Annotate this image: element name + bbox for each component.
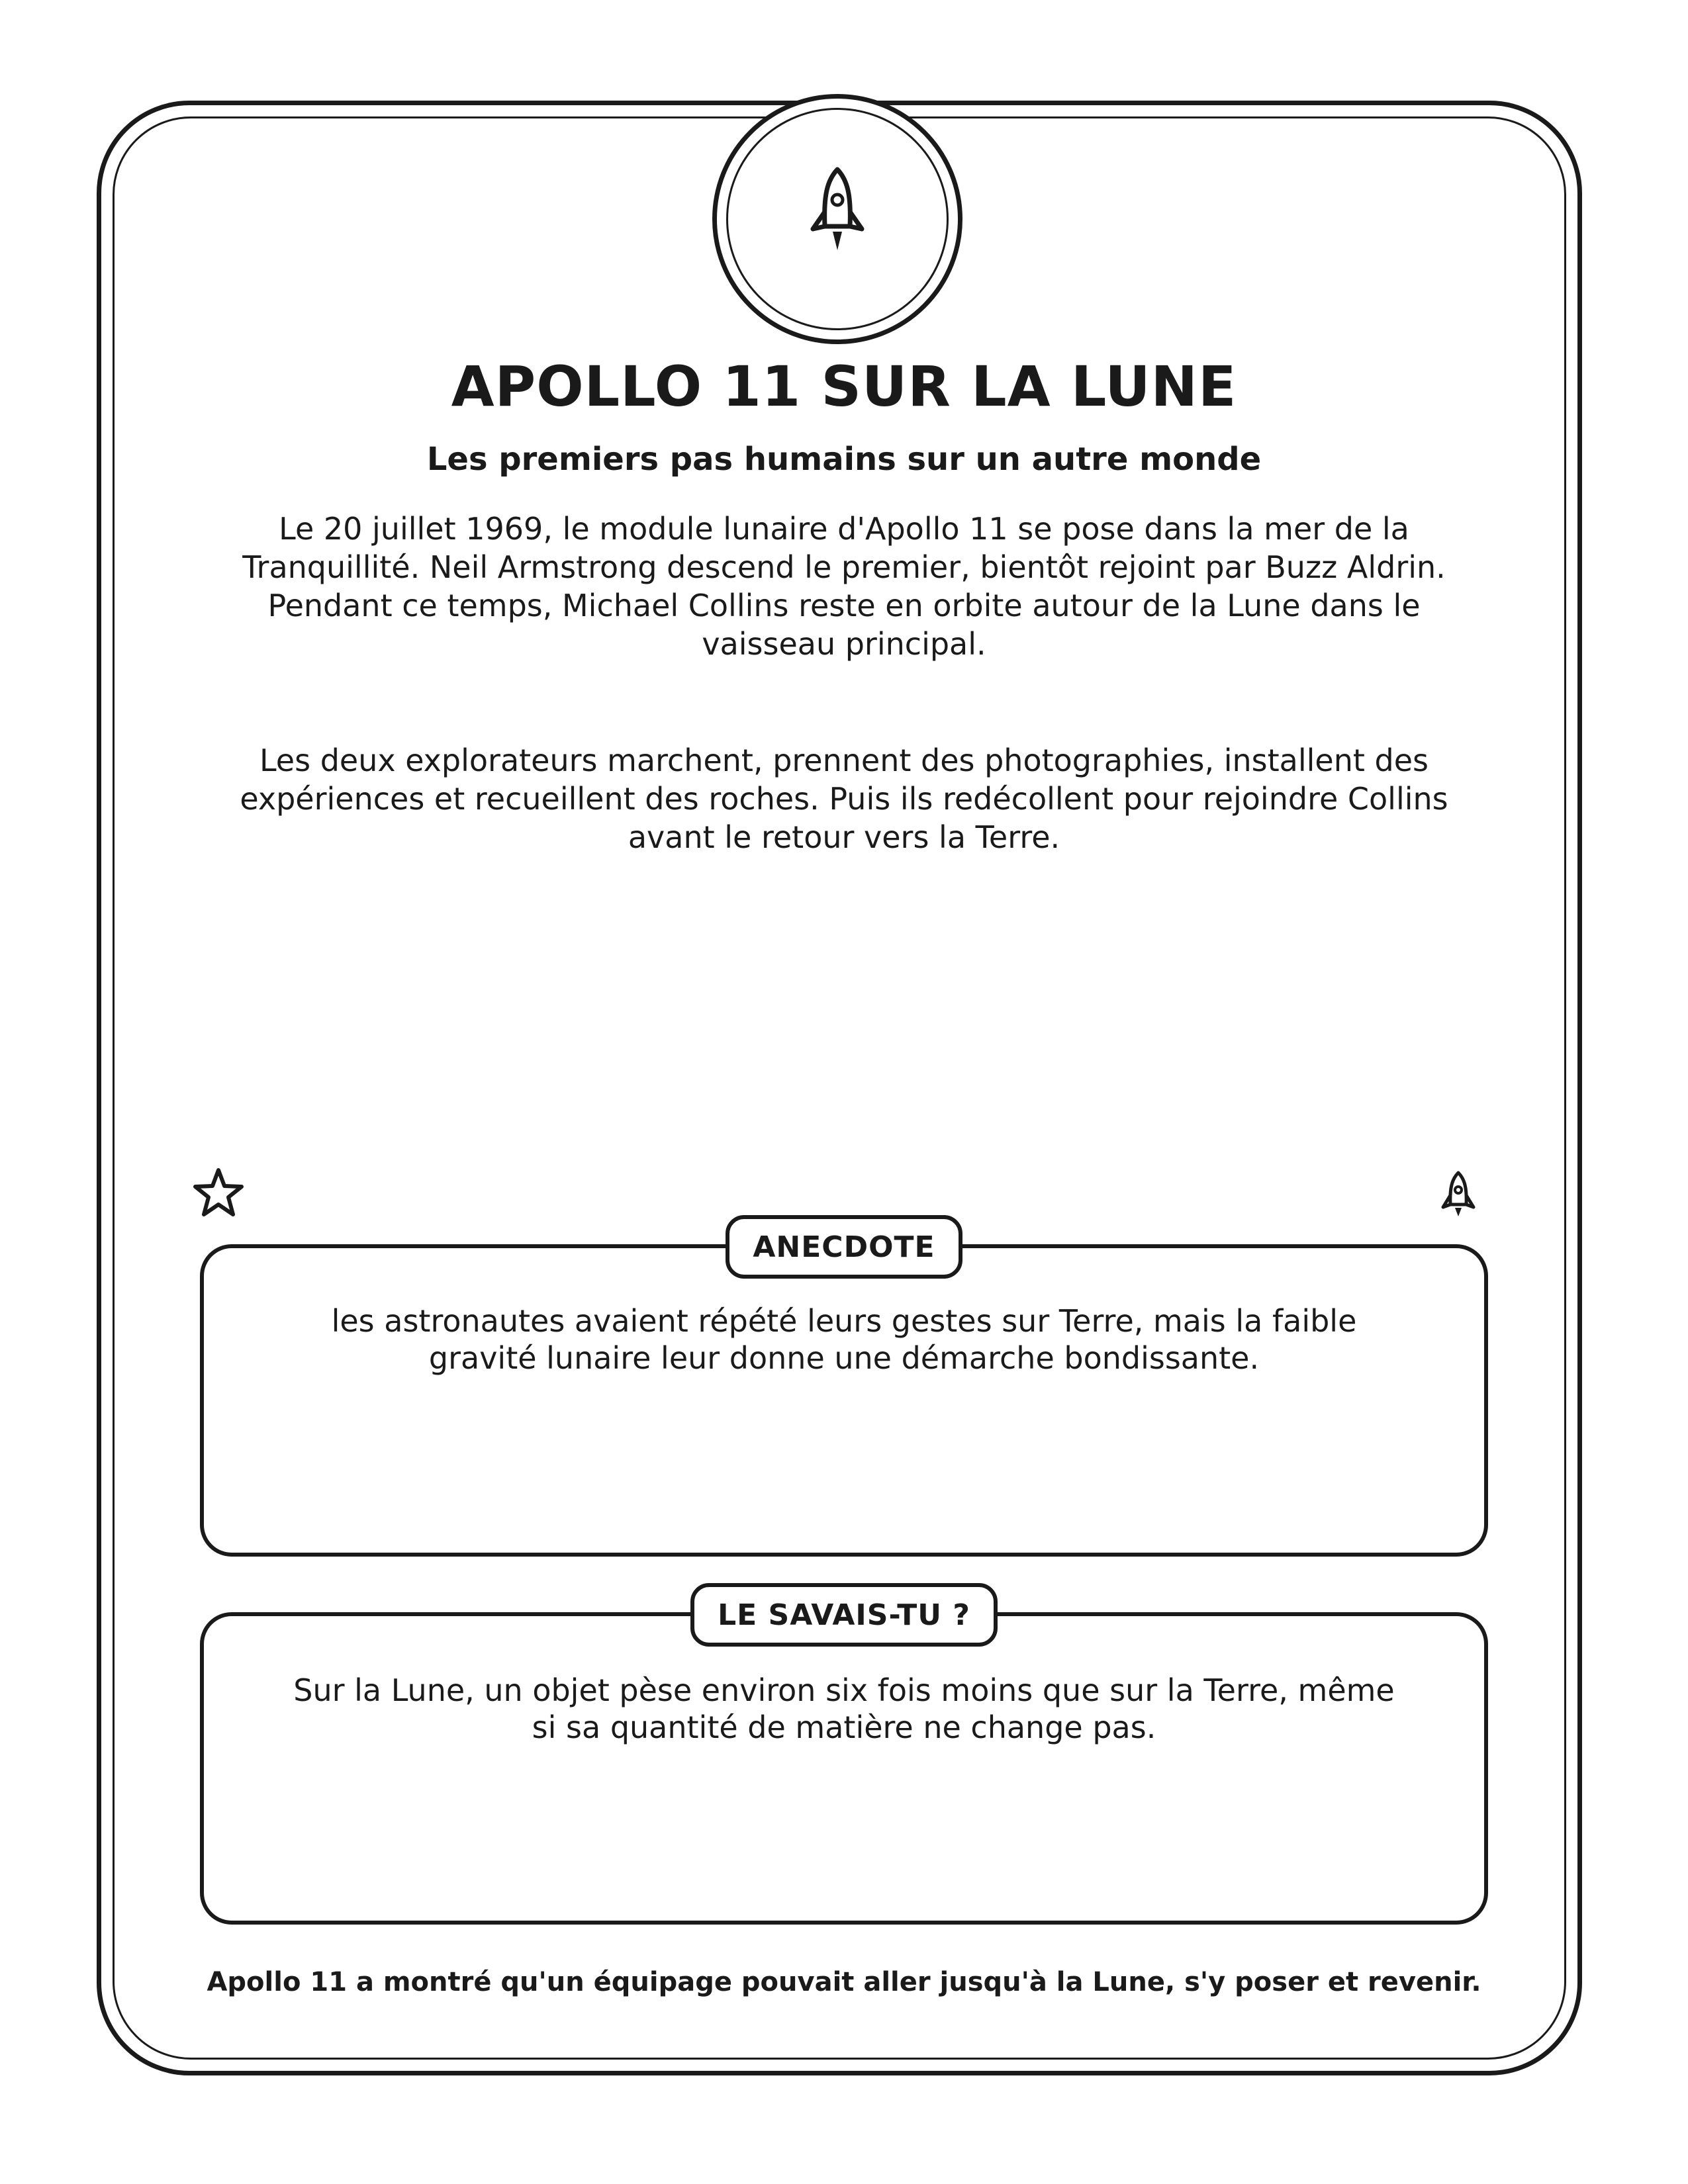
savais-tu-label: LE SAVAIS-TU ? — [690, 1583, 998, 1647]
intro-paragraph-1: Le 20 juillet 1969, le module lunaire d'Apollo 11 se pose dans la mer de la Tranquillité. Neil Armstrong descend le premier, bientôt rejoint par Buzz Aldrin. Pendant ce temps, Michael Collins reste en orbite autour de la Lune dans le vaisseau principal. — [242, 511, 1446, 662]
anecdote-label: ANECDOTE — [726, 1215, 962, 1279]
anecdote-text: les astronautes avaient répété leurs gestes sur Terre, mais la faible gravité lunaire leur donne une démarche bondissante. — [331, 1303, 1357, 1376]
intro-paragraph-2: Les deux explorateurs marchent, prennent des photographies, installent des expériences et recueillent des roches. Puis ils redécollent pour rejoindre Collins avant le retour vers la Terre. — [240, 743, 1448, 855]
page-title: APOLLO 11 SUR LA LUNE — [451, 354, 1237, 419]
anecdote-box — [200, 1244, 1488, 1557]
savais-tu-box — [200, 1612, 1488, 1925]
rocket-icon — [1440, 1170, 1477, 1218]
savais-tu-text: Sur la Lune, un objet pèse environ six fois moins que sur la Terre, même si sa quantité de matière ne change pas. — [293, 1672, 1395, 1745]
page-subtitle: Les premiers pas humains sur un autre monde — [426, 441, 1262, 478]
rocket-icon — [808, 165, 867, 255]
star-icon — [192, 1166, 245, 1219]
footer-text: Apollo 11 a montré qu'un équipage pouvait aller jusqu'à la Lune, s'y poser et revenir. — [207, 1967, 1481, 1997]
